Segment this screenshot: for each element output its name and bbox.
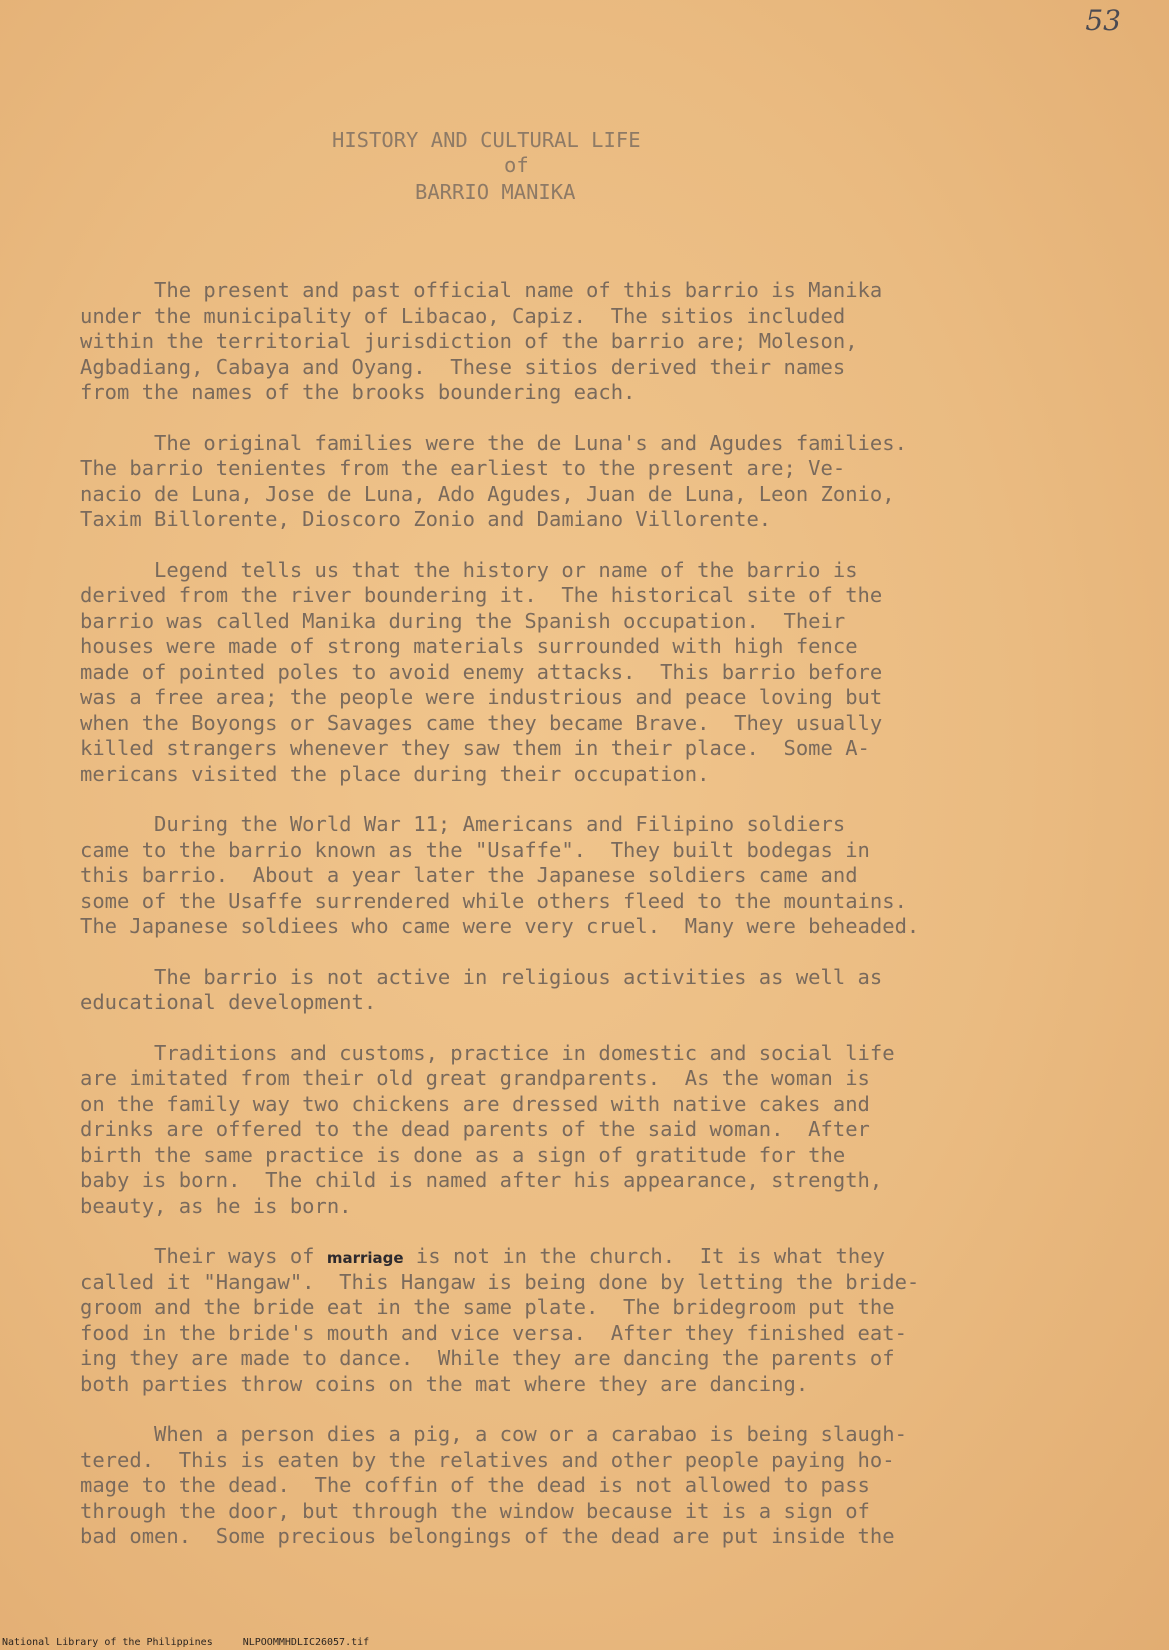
text-line: killed strangers whenever they saw them in their place. Some A- (80, 736, 870, 760)
title-line-3: BARRIO MANIKA (415, 180, 576, 204)
text-line: birth the same practice is done as a sign of gratitude for the (80, 1142, 846, 1167)
text-line: Traditions and customs, practice in domestic and social life (80, 1040, 895, 1065)
text-line: on the family way two chickens are dressed with native cakes and (80, 1091, 870, 1116)
text-line: educational development. (80, 990, 377, 1014)
text-line: Taxim Billorente, Dioscoro Zonio and Damiano Villorente. (80, 507, 772, 531)
text-line: During the World War 11; Americans and Filipino soldiers (80, 812, 846, 836)
footer-library: National Library of the Philippines (2, 1637, 213, 1648)
text-line: tered. This is eaten by the relatives and other people paying ho- (80, 1447, 895, 1472)
paragraph-official-name (80, 278, 1120, 406)
text-line: under the municipality of Libacao, Capiz. The sitios included (80, 303, 846, 328)
text-line: ing they are made to dance. While they are dancing the parents of (80, 1346, 895, 1370)
document-body (80, 278, 1120, 1575)
text-line: made of pointed poles to avoid enemy attacks. This barrio before (80, 659, 883, 684)
text-line: drinks are offered to the dead parents of the said woman. After (80, 1117, 870, 1141)
text-line: this barrio. About a year later the Japanese soldiers came and (80, 863, 858, 887)
text-line: bad omen. Some precious belongings of the dead are put inside the (80, 1524, 895, 1548)
text-line: The Japanese soldiees who came were very cruel. Many were beheaded. (80, 914, 920, 938)
text-line: both parties throw coins on the mat where they are dancing. (80, 1371, 809, 1396)
text-line: Agbadiang, Cabaya and Oyang. These sitios derived their names (80, 354, 846, 379)
text-line: mage to the dead. The coffin of the dead is not allowed to pass (80, 1473, 870, 1497)
text-line: some of the Usaffe surrendered while others fleed to the mountains. (80, 888, 907, 913)
text-line: barrio was called Manika during the Spanish occupation. Their (80, 608, 846, 633)
text-line: from the names of the brooks boundering each. (80, 380, 636, 404)
text-line: The present and past official name of this barrio is Manika (80, 278, 883, 302)
text-line: called it "Hangaw". This Hangaw is being done by letting the bride- (80, 1269, 920, 1294)
text-line: groom and the bride eat in the same plate. The bridegroom put the (80, 1295, 895, 1319)
text-fragment: is not in the church. It is what they (403, 1244, 885, 1268)
text-line: through the door, but through the window because it is a sign of (80, 1498, 870, 1523)
page-number: 53 (1085, 4, 1121, 37)
text-line: within the territorial jurisdiction of the barrio are; Moleson, (80, 329, 858, 353)
text-fragment: Their ways of (80, 1244, 327, 1268)
paragraph-marriage (80, 1244, 1120, 1397)
text-line: beauty, as he is born. (80, 1193, 352, 1218)
text-line: are imitated from their old great grandparents. As the woman is (80, 1066, 870, 1090)
text-line: houses were made of strong materials surrounded with high fence (80, 634, 858, 658)
text-line: derived from the river boundering it. The historical site of the (80, 583, 883, 607)
text-line: was a free area; the people were industrious and peace loving but (80, 685, 883, 709)
paragraph-religious-activities (80, 965, 1120, 1016)
paragraph-legend (80, 558, 1120, 788)
text-line: The barrio tenientes from the earliest to the present are; Ve- (80, 456, 846, 480)
paragraph-traditions (80, 1041, 1120, 1220)
paragraph-world-war (80, 812, 1120, 940)
scan-footer (2, 1637, 369, 1648)
text-line: The original families were the de Luna's and Agudes families. (80, 430, 907, 455)
footer-filename: NLPOOMMHDLIC26057.tif (242, 1637, 370, 1648)
text-line: When a person dies a pig, a cow or a carabao is being slaugh- (80, 1422, 907, 1446)
text-line: food in the bride's mouth and vice versa. After they finished eat- (80, 1320, 907, 1345)
text-line: nacio de Luna, Jose de Luna, Ado Agudes, Juan de Luna, Leon Zonio, (80, 481, 895, 506)
handwritten-insertion: marriage (326, 1249, 404, 1267)
title-line-2: of (504, 153, 529, 177)
text-line: came to the barrio known as the "Usaffe". They built bodegas in (80, 837, 870, 862)
text-line: when the Boyongs or Savages came they became Brave. They usually (80, 710, 883, 735)
text-line: baby is born. The child is named after his appearance, strength, (80, 1168, 883, 1192)
text-line (80, 1244, 1120, 1270)
text-line: Legend tells us that the history or name of the barrio is (80, 557, 858, 582)
paragraph-original-families (80, 431, 1120, 533)
title-line-1: HISTORY AND CULTURAL LIFE (332, 128, 641, 152)
paragraph-death-customs (80, 1422, 1120, 1550)
text-line: The barrio is not active in religious activities as well as (80, 964, 883, 989)
text-line: mericans visited the place during their occupation. (80, 761, 710, 786)
